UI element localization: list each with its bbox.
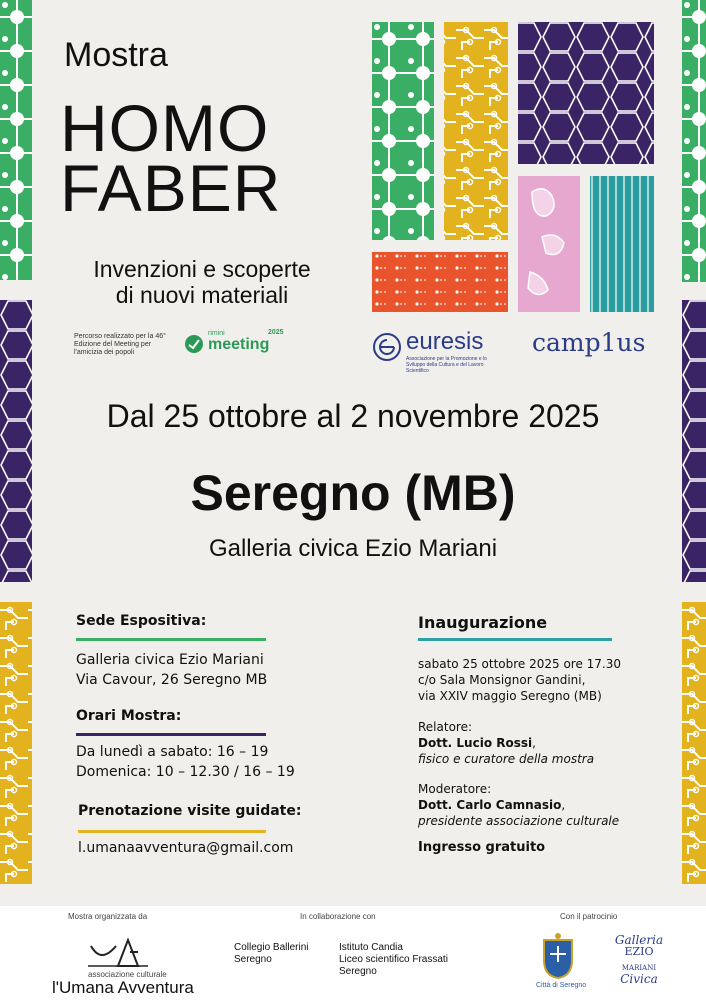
title-line-1: HOMO [60, 91, 270, 165]
inaug-details [418, 656, 621, 704]
sede-line-1: Galleria civica Ezio Mariani [76, 652, 264, 668]
euresis-logo-name: euresis [406, 328, 484, 355]
collab-1-line-1: Collegio Ballerini [234, 942, 309, 953]
moderatore-block: Moderatore: Dott. Carlo Camnasio, presidente associazione culturale [418, 782, 620, 828]
org-small-label: associazione culturale [88, 970, 167, 979]
sede-underline [76, 638, 266, 641]
orari-line-2: Domenica: 10 – 12.30 / 16 – 19 [76, 764, 295, 780]
moderatore-role: presidente associazione culturale [418, 814, 620, 828]
kicker: Mostra [64, 36, 168, 74]
euresis-logo-tagline: Associazione per la Promozione e lo Sviluppo della Cultura e del Lavoro Scientifico [406, 356, 487, 374]
orari-underline [76, 733, 266, 736]
inaug-line-1: sabato 25 ottobre 2025 ore 17.30 [418, 657, 622, 671]
booking-email[interactable]: l.umanaavventura@gmail.com [78, 840, 294, 856]
left-yellow-strip [0, 602, 32, 884]
euresis-logo [372, 328, 512, 374]
booking-heading: Prenotazione visite guidate: [78, 803, 302, 819]
collab-1-line-2: Seregno [234, 954, 272, 965]
org-name: l'Umana Avventura [52, 978, 194, 997]
orari-line-1: Da lunedì a sabato: 16 – 19 [76, 744, 269, 760]
event-venue: Galleria civica Ezio Mariani [208, 535, 498, 562]
galleria-word: Galleria [614, 933, 664, 947]
civica-word: Civica [620, 972, 658, 986]
subtitle [62, 256, 342, 308]
meeting-credit: Percorso realizzato per la 46° Edizione del Meeting per l'amicizia dei popoli [74, 333, 166, 356]
patronage-label: Con il patrocinio [560, 912, 618, 921]
collab-2-line-3: Seregno [339, 966, 377, 977]
left-green-strip [0, 0, 32, 280]
inaug-line-3: via XXIV maggio Seregno (MB) [418, 689, 602, 703]
collab-1 [234, 942, 308, 966]
mariani-word: MARIANI [621, 964, 657, 972]
event-dates: Dal 25 ottobre al 2 novembre 2025 [106, 398, 600, 434]
collab-2 [339, 942, 448, 978]
footer [0, 906, 706, 1004]
galleria-civica-logo [614, 934, 664, 985]
title-line-2: FABER [60, 151, 282, 225]
meeting-logo-name: meeting [208, 336, 270, 353]
inaug-heading: Inaugurazione [418, 613, 548, 632]
ezio-word: EZIO [624, 945, 654, 958]
event-city: Seregno (MB) [190, 465, 516, 521]
relatore-block: Relatore: Dott. Lucio Rossi, fisico e curatore della mostra [418, 720, 595, 766]
sede-address [76, 650, 267, 690]
orari-hours [76, 742, 295, 782]
euresis-logo-icon [372, 332, 402, 362]
organized-by-label: Mostra organizzata da [68, 912, 148, 921]
sede-line-2: Via Cavour, 26 Seregno MB [76, 672, 268, 688]
meeting-logo-icon [184, 334, 204, 354]
subtitle-line-2: di nuovi materiali [115, 282, 289, 308]
seregno-coat-of-arms-icon [540, 932, 576, 980]
relatore-name: Dott. Lucio Rossi [418, 736, 533, 750]
relatore-role: fisico e curatore della mostra [418, 752, 595, 766]
collab-2-line-2: Liceo scientifico Frassati [339, 954, 448, 965]
moderatore-name: Dott. Carlo Camnasio [418, 798, 562, 812]
right-yellow-strip [682, 602, 706, 884]
title [60, 91, 282, 225]
right-green-strip [682, 0, 706, 282]
city-of-seregno-label: Città di Seregno [536, 982, 587, 989]
inaug-line-2: c/o Sala Monsignor Gandini, [418, 673, 586, 687]
free-entry: Ingresso gratuito [418, 840, 546, 855]
material-mosaic [372, 22, 654, 312]
collab-2-line-1: Istituto Candia [339, 942, 403, 953]
booking-underline [78, 830, 266, 833]
orari-heading: Orari Mostra: [76, 708, 182, 724]
campus-logo: camp1us [532, 328, 646, 357]
relatore-label: Relatore: [418, 720, 473, 734]
umana-avventura-logo-icon [86, 936, 156, 970]
moderatore-label: Moderatore: [418, 782, 492, 796]
collab-label: In collaborazione con [300, 912, 376, 921]
subtitle-line-1: Invenzioni e scoperte [93, 256, 311, 282]
meeting-logo-small: rimini [208, 330, 225, 337]
meeting-logo-year: 2025 [268, 329, 284, 336]
inaug-underline [418, 638, 612, 641]
sede-heading: Sede Espositiva: [76, 613, 207, 629]
meeting-logo [184, 330, 294, 356]
